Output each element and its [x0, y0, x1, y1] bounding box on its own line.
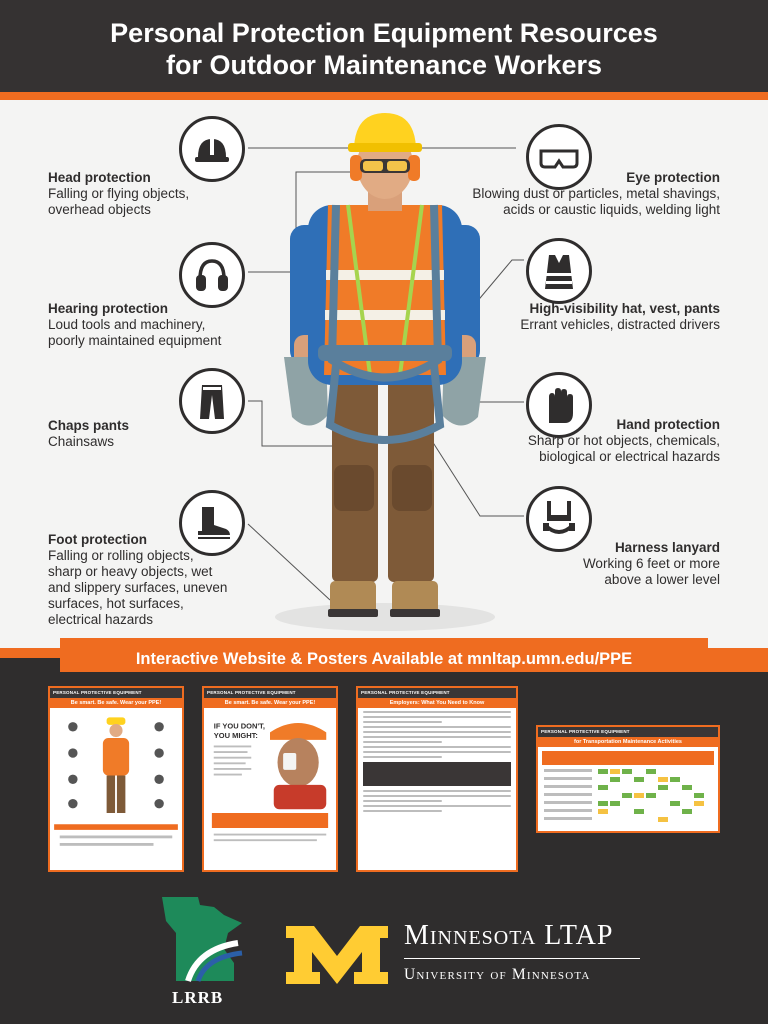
poster-2-subtitle: Be smart. Be safe. Wear your PPE!: [204, 698, 336, 708]
poster-thumbnail-2[interactable]: [202, 686, 338, 872]
chaps-icon: [179, 368, 245, 434]
poster-thumbnail-1[interactable]: [48, 686, 184, 872]
ppe-infographic: [0, 100, 768, 662]
poster-thumbnail-3[interactable]: [356, 686, 518, 872]
hearing-protection-label: [48, 301, 221, 349]
website-banner-text[interactable]: Interactive Website & Posters Available at mnltap.umn.edu/PPE: [135, 650, 633, 668]
lrrb-logo: [158, 892, 248, 984]
umn-block-m-logo: [282, 926, 392, 984]
poster-1-header: PERSONAL PROTECTIVE EQUIPMENT: [50, 688, 182, 698]
svg-text:YOU MIGHT:: YOU MIGHT:: [213, 731, 258, 740]
university-of-minnesota-subtitle: University of Minnesota: [404, 966, 591, 983]
poster-3-subtitle: Employers: What You Need to Know: [358, 698, 516, 708]
lrrb-wordmark: LRRB: [172, 988, 224, 1007]
hearing-protection-title: Hearing protection: [48, 301, 169, 316]
poster-2-header: PERSONAL PROTECTIVE EQUIPMENT: [204, 688, 336, 698]
chaps-pants-desc: Chainsaws: [48, 434, 115, 449]
foot-protection-title: Foot protection: [48, 532, 147, 547]
poster-1-subtitle: Be smart. Be safe. Wear your PPE!: [50, 698, 182, 708]
head-protection-label: [48, 170, 189, 218]
poster-4-subtitle: for Transportation Maintenance Activities: [538, 737, 718, 747]
svg-text:IF YOU DON'T,: IF YOU DON'T,: [213, 721, 265, 731]
worker-illustration: [270, 105, 500, 645]
hand-protection-desc: Sharp or hot objects, chemicals, biological or electrical hazards: [527, 433, 720, 464]
eye-protection-desc: Blowing dust or particles, metal shavings, acids or caustic liquids, welding light: [472, 186, 720, 217]
foot-protection-desc: Falling or rolling objects, sharp or heavy objects, wet and slippery surfaces, uneven surfaces, hot surfaces, electrical hazards: [48, 548, 228, 627]
head-protection-desc: Falling or flying objects, overhead objects: [48, 186, 190, 217]
page-header: [0, 0, 768, 92]
poster-thumbnail-4[interactable]: [536, 725, 720, 833]
page-title-line2: for Outdoor Maintenance Workers: [165, 50, 603, 80]
vest-icon: [526, 238, 592, 304]
page-title-line1: Personal Protection Equipment Resources: [110, 18, 658, 48]
high-visibility-title: High-visibility hat, vest, pants: [529, 301, 720, 316]
hand-protection-title: Hand protection: [616, 417, 720, 432]
harness-lanyard-title: Harness lanyard: [614, 540, 720, 555]
poster-1-figure: [50, 708, 182, 858]
foot-protection-label: [48, 532, 227, 628]
hearing-protection-desc: Loud tools and machinery, poorly maintained equipment: [48, 317, 222, 348]
poster-3-dark-box: [363, 762, 511, 786]
eye-protection-title: Eye protection: [626, 170, 720, 185]
earmuffs-icon: [179, 242, 245, 308]
header-accent-bar: [0, 92, 768, 100]
harness-lanyard-desc: Working 6 feet or more above a lower level: [582, 556, 720, 587]
high-visibility-label: [520, 301, 720, 333]
harness-lanyard-label: [583, 540, 720, 588]
poster-4-header: PERSONAL PROTECTIVE EQUIPMENT: [538, 727, 718, 737]
head-protection-title: Head protection: [48, 170, 151, 185]
minnesota-ltap-title: Minnesota LTAP: [404, 920, 614, 951]
chaps-pants-label: [48, 418, 129, 450]
high-visibility-desc: Errant vehicles, distracted drivers: [520, 317, 720, 332]
poster-3-header: PERSONAL PROTECTIVE EQUIPMENT: [358, 688, 516, 698]
poster-4-matrix: [538, 747, 718, 831]
ltap-divider: [404, 958, 640, 959]
eye-protection-label: [472, 170, 720, 218]
hand-protection-label: [528, 417, 720, 465]
chaps-pants-title: Chaps pants: [48, 418, 130, 433]
poster-2-illustration: [204, 708, 336, 858]
